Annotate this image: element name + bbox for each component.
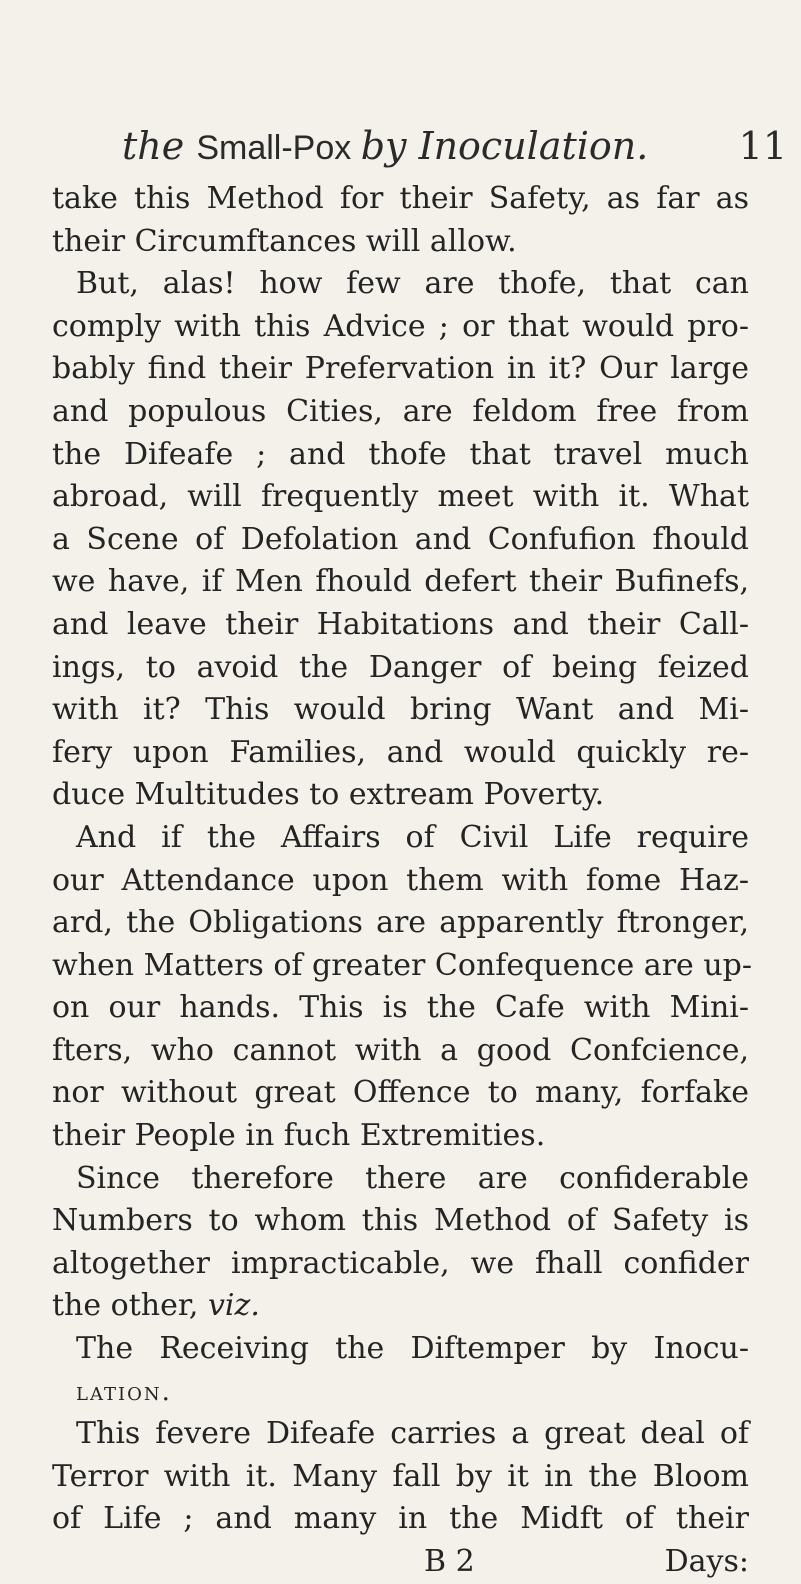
text-line: take this Method for their Safety, as far as	[52, 181, 749, 216]
text-line: abroad, will frequently meet with it. What	[52, 479, 749, 515]
running-head-by: by	[360, 124, 419, 168]
running-head	[122, 120, 787, 172]
text-line: altogether impracticable, we fhall confider	[52, 1245, 749, 1281]
text-line: comply with this Advice ; or that would pro-	[52, 308, 749, 344]
text-line: when Matters of greater Confequence are up-	[52, 947, 752, 983]
text-line: ings, to avoid the Danger of being feized	[52, 649, 749, 685]
text-line: And if the Affairs of Civil Life require	[76, 819, 749, 855]
running-head-inoculation: Inoculation.	[418, 124, 649, 168]
running-head-title	[122, 124, 648, 168]
text-line: on our hands. This is the Cafe with Mini-	[52, 990, 749, 1026]
text-line: their Circumftances will allow.	[52, 223, 517, 259]
section-heading-line-2: lation.	[76, 1376, 172, 1407]
text-line: bably find their Prefervation in it? Our large	[52, 351, 749, 387]
signature-mark: B 2	[424, 1544, 475, 1579]
text-line: the Difeafe ; and thofe that travel much	[52, 436, 749, 472]
text-line: we have, if Men fhould defert their Bufinefs,	[52, 564, 749, 600]
text-line: with it? This would bring Want and Mi-	[52, 692, 749, 728]
text-line: and leave their Habitations and their Call-	[52, 606, 749, 642]
running-head-the: the	[122, 124, 197, 168]
text-line: fery upon Families, and would quickly re-	[52, 734, 749, 770]
text-line: their People in fuch Extremities.	[52, 1118, 546, 1154]
text-line: This fevere Difeafe carries a great deal of	[76, 1416, 749, 1452]
section-heading-line-1: The Receiving the Diftemper by Inocu-	[76, 1331, 749, 1367]
text-line: of Life ; and many in the Midft of their	[52, 1501, 749, 1537]
text-line: duce Multitudes to extream Poverty.	[52, 777, 605, 813]
text-line: Terror with it. Many fall by it in the Bloom	[52, 1458, 749, 1494]
text-line: Numbers to whom this Method of Safety is	[52, 1203, 749, 1239]
text-line: But, alas! how few are thofe, that can	[76, 266, 749, 302]
text-line: the other, viz.	[52, 1288, 260, 1324]
page-number: 11	[738, 124, 787, 168]
text-line: nor without great Offence to many, forfake	[52, 1075, 749, 1111]
text-line: our Attendance upon them with fome Haz-	[52, 862, 749, 898]
running-head-small-pox: Small-Pox	[196, 129, 361, 167]
page-footer	[52, 1541, 749, 1584]
text-line: and populous Cities, are feldom free from	[52, 393, 749, 429]
catchword: Days:	[664, 1544, 749, 1579]
text-line: Since therefore there are confiderable	[76, 1160, 749, 1196]
text-line: fters, who cannot with a good Confcience,	[52, 1032, 749, 1068]
text-line: ard, the Obligations are apparently ftronger,	[52, 905, 749, 941]
body-text	[52, 178, 752, 1584]
text-line: a Scene of Defolation and Confufion fhould	[52, 521, 749, 557]
